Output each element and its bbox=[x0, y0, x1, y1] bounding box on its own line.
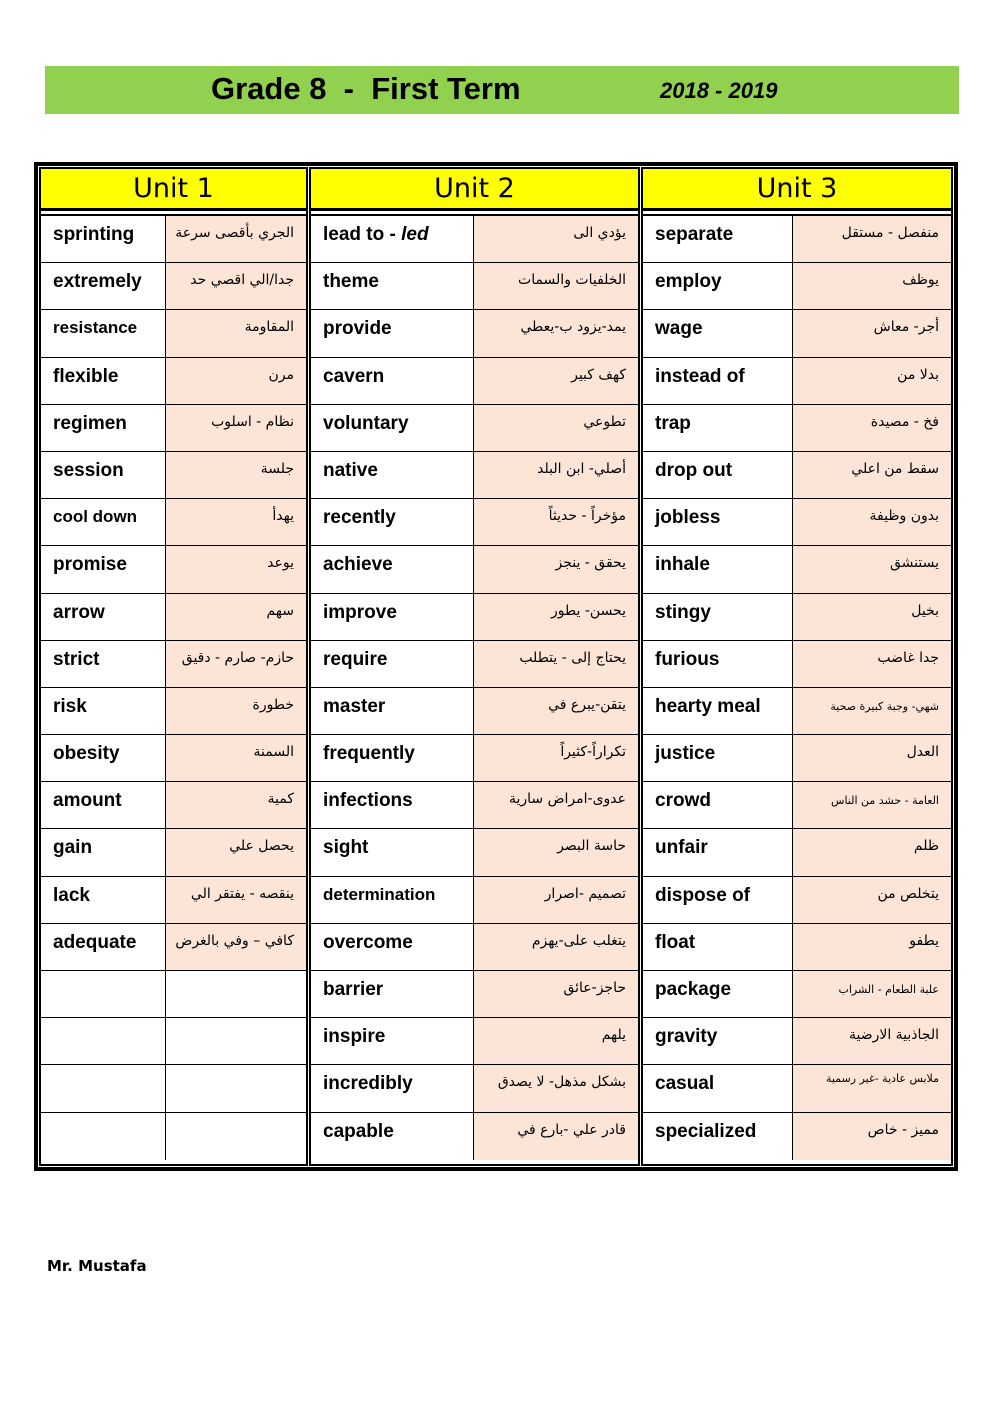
english-word-text: promise bbox=[53, 554, 127, 576]
vocab-row bbox=[643, 735, 951, 782]
vocab-row bbox=[41, 1065, 306, 1112]
vocab-row bbox=[643, 499, 951, 546]
english-word-text: cavern bbox=[323, 365, 385, 387]
english-word-text: crowd bbox=[655, 790, 711, 812]
english-word-text: voluntary bbox=[323, 412, 409, 434]
english-word bbox=[311, 829, 474, 875]
english-word-text: gravity bbox=[655, 1026, 718, 1048]
arabic-meaning: كهف كبير bbox=[474, 358, 638, 404]
arabic-meaning: بدون وظيفة bbox=[793, 499, 951, 545]
arabic-meaning: جلسة bbox=[166, 452, 306, 498]
arabic-meaning: عدوى-امراض سارية bbox=[474, 782, 638, 828]
english-word bbox=[41, 829, 166, 875]
arabic-meaning: العدل bbox=[793, 735, 951, 781]
english-word bbox=[643, 358, 793, 404]
vocab-row bbox=[643, 546, 951, 593]
english-word bbox=[41, 452, 166, 498]
arabic-meaning: تطوعي bbox=[474, 405, 638, 451]
arabic-meaning: حاسة البصر bbox=[474, 829, 638, 875]
unit-2-panel bbox=[309, 167, 640, 1166]
arabic-meaning bbox=[166, 971, 306, 1017]
english-word-text: casual bbox=[655, 1073, 715, 1095]
vocab-row bbox=[643, 877, 951, 924]
english-word bbox=[41, 594, 166, 640]
english-word-text: extremely bbox=[53, 271, 142, 293]
vocab-row bbox=[311, 688, 638, 735]
vocab-row bbox=[311, 782, 638, 829]
english-word bbox=[311, 688, 474, 734]
vocab-row bbox=[643, 216, 951, 263]
arabic-meaning: قادر علي -بارع في bbox=[474, 1113, 638, 1160]
arabic-meaning: تكراراً-كثيراً bbox=[474, 735, 638, 781]
arabic-meaning: حاجز-عائق bbox=[474, 971, 638, 1017]
english-word bbox=[643, 216, 793, 262]
arabic-meaning: مؤخراً - حديثاً bbox=[474, 499, 638, 545]
arabic-meaning: بدلا من bbox=[793, 358, 951, 404]
unit-2-heading: Unit 2 bbox=[311, 169, 638, 211]
vocab-row bbox=[643, 1065, 951, 1112]
english-word bbox=[41, 310, 166, 356]
arabic-meaning: حازم- صارم - دقيق bbox=[166, 641, 306, 687]
arabic-meaning: مرن bbox=[166, 358, 306, 404]
vocab-row bbox=[41, 499, 306, 546]
english-word-text: sight bbox=[323, 837, 369, 859]
arabic-meaning bbox=[166, 1018, 306, 1064]
english-word-text: separate bbox=[655, 224, 734, 245]
english-word-text: package bbox=[655, 979, 732, 1000]
vocab-row bbox=[41, 358, 306, 405]
english-word-text: session bbox=[53, 459, 124, 481]
english-word bbox=[311, 546, 474, 592]
arabic-meaning: يتقن-يبرع في bbox=[474, 688, 638, 734]
english-word-text: adequate bbox=[53, 931, 137, 953]
english-word-text: justice bbox=[655, 743, 716, 765]
english-word bbox=[643, 405, 793, 451]
arabic-meaning: ظلم bbox=[793, 829, 951, 875]
english-word bbox=[643, 499, 793, 545]
english-word bbox=[311, 971, 474, 1017]
vocab-row bbox=[643, 641, 951, 688]
english-word-text: jobless bbox=[655, 507, 721, 529]
vocab-row bbox=[311, 641, 638, 688]
english-word bbox=[311, 452, 474, 498]
arabic-meaning: سهم bbox=[166, 594, 306, 640]
arabic-meaning: نظام - اسلوب bbox=[166, 405, 306, 451]
vocab-row bbox=[643, 1018, 951, 1065]
arabic-meaning: بشكل مذهل- لا يصدق bbox=[474, 1065, 638, 1111]
arabic-meaning: يهدأ bbox=[166, 499, 306, 545]
english-word-text: gain bbox=[53, 837, 93, 859]
english-word bbox=[41, 924, 166, 970]
english-word-text: trap bbox=[655, 412, 691, 434]
english-word bbox=[643, 452, 793, 498]
english-word bbox=[643, 546, 793, 592]
vocab-row bbox=[643, 358, 951, 405]
vocab-row bbox=[41, 971, 306, 1018]
english-word bbox=[643, 829, 793, 875]
arabic-meaning: الخلفيات والسمات bbox=[474, 263, 638, 309]
english-word bbox=[311, 735, 474, 781]
english-word-text: wage bbox=[655, 318, 703, 340]
arabic-meaning: منفصل - مستقل bbox=[793, 216, 951, 262]
english-word-text: strict bbox=[53, 648, 100, 670]
arabic-meaning: يوظف bbox=[793, 263, 951, 309]
english-word-text: drop out bbox=[655, 459, 733, 481]
english-word-text: inspire bbox=[323, 1026, 386, 1048]
arabic-meaning bbox=[166, 1113, 306, 1160]
vocab-row bbox=[643, 782, 951, 829]
vocab-row bbox=[643, 405, 951, 452]
english-word bbox=[41, 499, 166, 545]
vocab-row bbox=[41, 216, 306, 263]
arabic-meaning: كافي – وفي بالغرض bbox=[166, 924, 306, 970]
page-title: Grade 8 - First Term bbox=[211, 71, 521, 106]
english-word bbox=[41, 877, 166, 923]
english-word bbox=[41, 782, 166, 828]
english-word bbox=[311, 310, 474, 356]
vocab-row bbox=[311, 971, 638, 1018]
english-word bbox=[643, 641, 793, 687]
english-word-text: dispose of bbox=[655, 884, 751, 906]
english-word-text: lead to - bbox=[323, 224, 402, 245]
english-word bbox=[643, 310, 793, 356]
english-word-text: stingy bbox=[655, 601, 711, 623]
english-word-text: require bbox=[323, 648, 388, 670]
english-word-text: theme bbox=[323, 271, 379, 293]
arabic-meaning: شهي- وجبة كبيرة صحية bbox=[793, 688, 951, 734]
arabic-meaning: يتغلب على-يهزم bbox=[474, 924, 638, 970]
english-word-text: furious bbox=[655, 648, 720, 670]
english-word-text: resistance bbox=[53, 318, 138, 338]
english-word bbox=[41, 405, 166, 451]
english-word-text: amount bbox=[53, 790, 122, 812]
vocab-row bbox=[311, 216, 638, 263]
english-word bbox=[643, 263, 793, 309]
arabic-meaning: يوعد bbox=[166, 546, 306, 592]
english-word-text: master bbox=[323, 695, 386, 717]
english-word-text: float bbox=[655, 931, 696, 953]
english-word bbox=[311, 358, 474, 404]
english-word-text: overcome bbox=[323, 931, 413, 953]
english-word-text: arrow bbox=[53, 601, 105, 623]
english-word-text: sprinting bbox=[53, 224, 135, 245]
vocab-row bbox=[41, 452, 306, 499]
arabic-meaning: السمنة bbox=[166, 735, 306, 781]
arabic-meaning: يمد-يزود ب-يعطي bbox=[474, 310, 638, 356]
english-word-text: inhale bbox=[655, 554, 710, 576]
english-word-text: cool down bbox=[53, 507, 138, 527]
english-word-text: achieve bbox=[323, 554, 393, 576]
author-name: Mr. Mustafa bbox=[47, 1257, 147, 1275]
vocab-row bbox=[311, 263, 638, 310]
unit-1-panel bbox=[39, 167, 308, 1166]
english-word bbox=[41, 735, 166, 781]
arabic-meaning: يطفو bbox=[793, 924, 951, 970]
arabic-meaning: ينقصه - يفتقر الي bbox=[166, 877, 306, 923]
english-word bbox=[643, 1018, 793, 1064]
vocab-row bbox=[311, 310, 638, 357]
vocab-row bbox=[311, 546, 638, 593]
arabic-meaning: المقاومة bbox=[166, 310, 306, 356]
english-word bbox=[643, 735, 793, 781]
english-word bbox=[643, 877, 793, 923]
unit-3-rows bbox=[643, 214, 951, 1160]
english-word bbox=[643, 594, 793, 640]
unit-3-heading: Unit 3 bbox=[643, 169, 951, 211]
arabic-meaning: يتخلص من bbox=[793, 877, 951, 923]
arabic-meaning: جدا/الي اقصي حد bbox=[166, 263, 306, 309]
english-word-text: infections bbox=[323, 790, 413, 812]
vocab-row bbox=[41, 641, 306, 688]
english-word-text: lack bbox=[53, 884, 90, 906]
arabic-meaning: الجاذبية الارضية bbox=[793, 1018, 951, 1064]
english-word-text: flexible bbox=[53, 365, 119, 387]
english-word-text: incredibly bbox=[323, 1073, 413, 1095]
unit-2-rows bbox=[311, 214, 638, 1160]
english-word-past-form: led bbox=[401, 224, 429, 245]
vocab-row bbox=[41, 405, 306, 452]
english-word bbox=[311, 499, 474, 545]
unit-1-rows bbox=[41, 214, 306, 1160]
english-word bbox=[643, 1113, 793, 1160]
vocab-row bbox=[41, 688, 306, 735]
english-word bbox=[311, 1113, 474, 1160]
vocab-row bbox=[311, 735, 638, 782]
arabic-meaning: علبة الطعام - الشراب bbox=[793, 971, 951, 1017]
vocab-row bbox=[311, 1113, 638, 1160]
vocab-row bbox=[41, 594, 306, 641]
vocab-row bbox=[643, 310, 951, 357]
arabic-meaning: خطورة bbox=[166, 688, 306, 734]
vocab-row bbox=[643, 829, 951, 876]
english-word bbox=[311, 924, 474, 970]
vocab-row bbox=[41, 735, 306, 782]
english-word bbox=[311, 877, 474, 923]
english-word bbox=[311, 782, 474, 828]
arabic-meaning: يؤدي الى bbox=[474, 216, 638, 262]
english-word bbox=[41, 971, 166, 1017]
vocab-row bbox=[311, 358, 638, 405]
english-word bbox=[41, 216, 166, 262]
arabic-meaning: بخيل bbox=[793, 594, 951, 640]
english-word-text: recently bbox=[323, 507, 396, 529]
english-word bbox=[643, 782, 793, 828]
english-word bbox=[643, 1065, 793, 1111]
english-word-text: provide bbox=[323, 318, 392, 340]
vocab-row bbox=[311, 924, 638, 971]
english-word-text: instead of bbox=[655, 365, 745, 387]
arabic-meaning: ملابس عادية -غير رسمية bbox=[793, 1065, 951, 1111]
arabic-meaning: كمية bbox=[166, 782, 306, 828]
english-word bbox=[311, 594, 474, 640]
vocab-row bbox=[311, 452, 638, 499]
vocab-row bbox=[41, 1018, 306, 1065]
vocab-row bbox=[41, 1113, 306, 1160]
arabic-meaning: مميز - خاص bbox=[793, 1113, 951, 1160]
english-word-text: improve bbox=[323, 601, 397, 623]
vocab-row bbox=[311, 1018, 638, 1065]
arabic-meaning: العامة - حشد من الناس bbox=[793, 782, 951, 828]
vocab-row bbox=[41, 877, 306, 924]
english-word bbox=[41, 358, 166, 404]
english-word bbox=[311, 1018, 474, 1064]
arabic-meaning: تصميم -اصرار bbox=[474, 877, 638, 923]
vocab-row bbox=[643, 688, 951, 735]
vocab-row bbox=[41, 924, 306, 971]
arabic-meaning bbox=[166, 1065, 306, 1111]
vocab-row bbox=[643, 1113, 951, 1160]
arabic-meaning: يحصل علي bbox=[166, 829, 306, 875]
english-word bbox=[311, 1065, 474, 1111]
arabic-meaning: جدا غاضب bbox=[793, 641, 951, 687]
academic-year: 2018 - 2019 bbox=[660, 78, 778, 103]
vocab-row bbox=[643, 452, 951, 499]
english-word-text: unfair bbox=[655, 837, 708, 859]
english-word bbox=[41, 1113, 166, 1160]
english-word bbox=[311, 263, 474, 309]
english-word bbox=[41, 1065, 166, 1111]
vocab-row bbox=[41, 829, 306, 876]
english-word bbox=[41, 1018, 166, 1064]
vocab-row bbox=[41, 546, 306, 593]
arabic-meaning: يحتاج إلى - يتطلب bbox=[474, 641, 638, 687]
english-word bbox=[643, 924, 793, 970]
english-word-text: employ bbox=[655, 271, 722, 293]
english-word bbox=[311, 641, 474, 687]
arabic-meaning: يلهم bbox=[474, 1018, 638, 1064]
english-word bbox=[311, 216, 474, 262]
arabic-meaning: يحقق - ينجز bbox=[474, 546, 638, 592]
english-word-text: regimen bbox=[53, 412, 127, 434]
vocab-row bbox=[311, 1065, 638, 1112]
arabic-meaning: يستنشق bbox=[793, 546, 951, 592]
vocab-row bbox=[311, 594, 638, 641]
vocab-row bbox=[41, 263, 306, 310]
english-word bbox=[41, 263, 166, 309]
english-word-text: native bbox=[323, 459, 378, 481]
english-word bbox=[311, 405, 474, 451]
arabic-meaning: يحسن- يطور bbox=[474, 594, 638, 640]
english-word-text: capable bbox=[323, 1120, 394, 1142]
arabic-meaning: فخ - مصيدة bbox=[793, 405, 951, 451]
vocab-row bbox=[41, 310, 306, 357]
english-word-text: obesity bbox=[53, 743, 120, 765]
vocab-row bbox=[311, 877, 638, 924]
english-word-text: determination bbox=[323, 884, 436, 904]
english-word bbox=[643, 971, 793, 1017]
english-word-text: risk bbox=[53, 695, 87, 717]
unit-1-heading: Unit 1 bbox=[41, 169, 306, 211]
english-word bbox=[41, 641, 166, 687]
vocab-row bbox=[643, 263, 951, 310]
english-word bbox=[643, 688, 793, 734]
vocab-row bbox=[311, 405, 638, 452]
unit-3-panel bbox=[641, 167, 953, 1166]
english-word-text: specialized bbox=[655, 1120, 757, 1142]
vocab-row bbox=[311, 829, 638, 876]
english-word-text: barrier bbox=[323, 979, 384, 1000]
english-word bbox=[41, 688, 166, 734]
arabic-meaning: أصلي- ابن البلد bbox=[474, 452, 638, 498]
vocab-row bbox=[311, 499, 638, 546]
arabic-meaning: سقط من اعلي bbox=[793, 452, 951, 498]
vocab-row bbox=[41, 782, 306, 829]
arabic-meaning: أجر- معاش bbox=[793, 310, 951, 356]
english-word-text: frequently bbox=[323, 743, 415, 765]
vocab-row bbox=[643, 971, 951, 1018]
vocab-row bbox=[643, 594, 951, 641]
vocab-row bbox=[643, 924, 951, 971]
english-word bbox=[41, 546, 166, 592]
english-word-text: hearty meal bbox=[655, 695, 761, 717]
arabic-meaning: الجري بأقصى سرعة bbox=[166, 216, 306, 262]
